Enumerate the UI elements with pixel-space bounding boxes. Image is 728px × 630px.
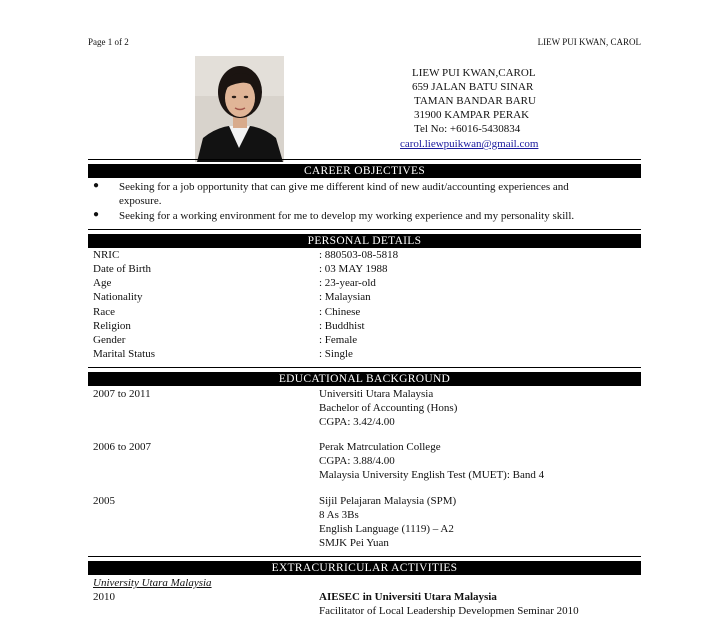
extracurricular-organization: AIESEC in Universiti Utara Malaysia: [319, 591, 497, 603]
label-religion: Religion: [93, 320, 131, 332]
education-line: 8 As 3Bs: [319, 509, 359, 521]
contact-phone: Tel No: +6016-5430834: [414, 123, 521, 135]
contact-address-line1: 659 JALAN BATU SINAR: [412, 81, 534, 93]
label-race: Race: [93, 306, 115, 318]
bullet-icon: ●: [93, 209, 100, 220]
bullet-icon: ●: [93, 180, 100, 191]
career-objectives-heading: CAREER OBJECTIVES: [88, 164, 641, 178]
value-marital-status: : Single: [319, 348, 353, 360]
label-dob: Date of Birth: [93, 263, 152, 275]
education-line: Malaysia University English Test (MUET): Band 4: [319, 469, 545, 481]
profile-photo: [195, 56, 284, 162]
education-line: CGPA: 3.42/4.00: [319, 416, 395, 428]
value-dob: : 03 MAY 1988: [319, 263, 388, 275]
contact-email-link[interactable]: carol.liewpuikwan@gmail.com: [400, 138, 539, 150]
contact-address-line3: 31900 KAMPAR PERAK: [414, 109, 530, 121]
label-nationality: Nationality: [93, 291, 143, 303]
section-divider: [88, 229, 641, 230]
education-years: 2005: [93, 495, 115, 507]
education-line: Sijil Pelajaran Malaysia (SPM): [319, 495, 457, 507]
section-divider: [88, 556, 641, 557]
personal-details-heading: PERSONAL DETAILS: [88, 234, 641, 248]
label-nric: NRIC: [93, 249, 120, 261]
education-line: Perak Matrculation College: [319, 441, 441, 453]
extracurricular-year: 2010: [93, 591, 115, 603]
label-age: Age: [93, 277, 112, 289]
education-line: English Language (1119) – A2: [319, 523, 454, 535]
contact-name: LIEW PUI KWAN,CAROL: [412, 67, 536, 79]
extracurricular-heading: EXTRACURRICULAR ACTIVITIES: [88, 561, 641, 575]
running-header-name: LIEW PUI KWAN, CAROL: [537, 37, 641, 47]
career-item-2: Seeking for a working environment for me to develop my working experience and my personality skill.: [119, 210, 575, 222]
portrait-image: [195, 56, 284, 162]
label-gender: Gender: [93, 334, 126, 346]
career-item-1-line2: exposure.: [119, 195, 162, 207]
education-line: Bachelor of Accounting (Hons): [319, 402, 458, 414]
value-nric: : 880503-08-5818: [319, 249, 399, 261]
education-heading: EDUCATIONAL BACKGROUND: [88, 372, 641, 386]
label-marital-status: Marital Status: [93, 348, 156, 360]
extracurricular-institution: University Utara Malaysia: [93, 577, 212, 589]
value-religion: : Buddhist: [319, 320, 365, 332]
page-number: Page 1 of 2: [88, 37, 129, 47]
education-line: SMJK Pei Yuan: [319, 537, 389, 549]
value-nationality: : Malaysian: [319, 291, 371, 303]
contact-address-line2: TAMAN BANDAR BARU: [414, 95, 536, 107]
education-years: 2006 to 2007: [93, 441, 152, 453]
education-line: Universiti Utara Malaysia: [319, 388, 434, 400]
education-line: CGPA: 3.88/4.00: [319, 455, 395, 467]
career-item-1-line1: Seeking for a job opportunity that can give me different kind of new audit/accounting experiences and: [119, 181, 569, 193]
section-divider: [88, 367, 641, 368]
value-age: : 23-year-old: [319, 277, 376, 289]
value-race: : Chinese: [319, 306, 361, 318]
value-gender: : Female: [319, 334, 358, 346]
extracurricular-role: Facilitator of Local Leadership Developmen Seminar 2010: [319, 605, 579, 617]
section-divider: [88, 159, 641, 160]
education-years: 2007 to 2011: [93, 388, 151, 400]
